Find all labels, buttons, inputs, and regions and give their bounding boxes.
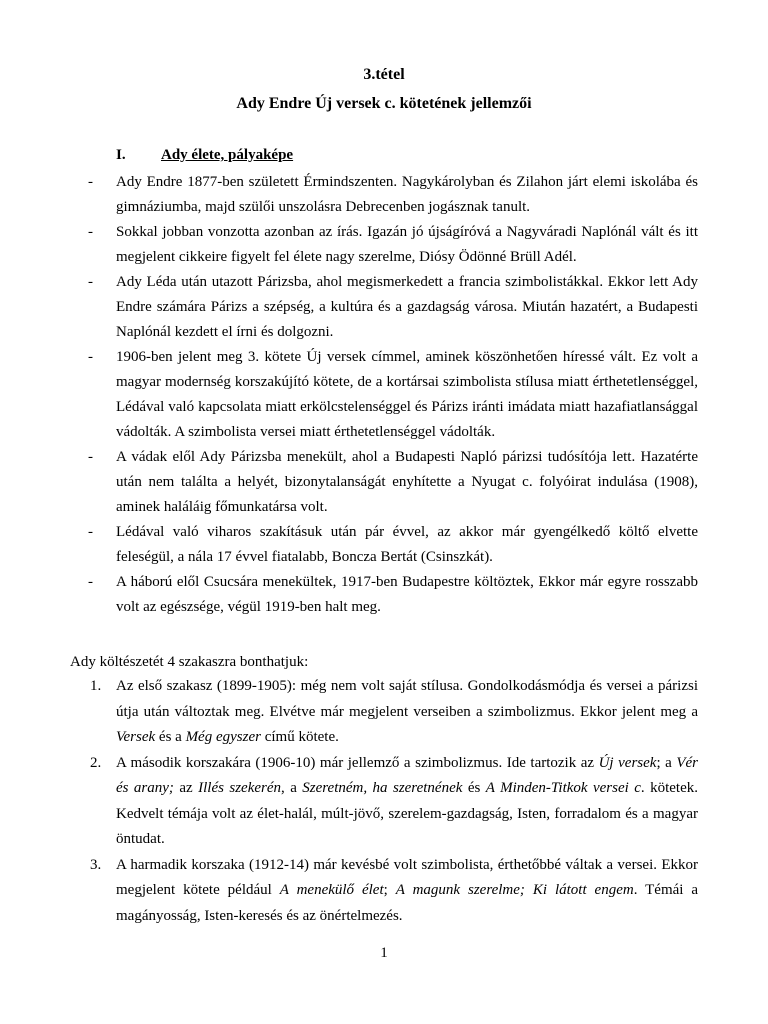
period-text: az: [173, 780, 199, 796]
list-item: [88, 220, 698, 270]
period-text: című kötete.: [260, 729, 339, 745]
title-line-2: Ady Endre Új versek c. kötetének jellemzői: [236, 95, 532, 112]
bullet-dash: -: [88, 574, 93, 590]
book-title: Új versek: [598, 754, 657, 771]
section-heading: [116, 147, 293, 164]
book-title: Szeretném, ha szeretnének: [302, 780, 463, 796]
period-text: ;: [383, 882, 396, 898]
title-block: [0, 60, 768, 118]
period-text: és a: [155, 729, 186, 745]
period-text: A második korszakára (1906-10) már jellemző a szimbolizmus. Ide tartozik az: [116, 754, 599, 771]
list-item: [88, 520, 698, 570]
list-item-text: 1906-ben jelent meg 3. kötete Új versek címmel, aminek köszönhetően híressé vált. Ez volt a magyar modernség korszakújító kötete, de a kortársai szimbolista stílusa miatt érthetetlenséggel, Lédával való kapcsolata miatt erkölcstelenséggel és Párizs iránti imádata miatt hazafiatlansággal vádolták. A szimbolista versei miatt érthetetlenséggel vádolták.: [116, 349, 698, 440]
period-item: [88, 853, 698, 930]
periods-list: [88, 674, 698, 929]
period-text: A harmadik korszaka (1912-14) már kevésbé volt szimbolista, érthetőbbé váltak a versei. Ekkor megjelent kötete például: [116, 856, 698, 898]
bullet-dash: -: [88, 449, 93, 465]
list-item-text: Lédával való viharos szakításuk után pár évvel, az akkor már gyengélkedő költő elvette feleségül, a nála 17 évvel fiatalabb, Boncza Bertát (Csinszkát).: [116, 524, 698, 565]
list-item-text: Ady Léda után utazott Párizsba, ahol megismerkedett a francia szimbolistákkal. Ekkor lett Ady Endre számára Párizs a szépség, a kultúra és a gazdagság városa. Miután hazatért, a Budapesti Naplónál kezdett el írni és dolgozni.: [116, 274, 698, 340]
book-title: Versek: [116, 729, 156, 745]
biography-list: [88, 170, 698, 620]
book-title: A menekülő élet: [279, 882, 384, 898]
period-number: 1.: [90, 678, 102, 694]
book-title: A Minden-Titkok versei c: [485, 780, 641, 796]
periods-intro: Ady költészetét 4 szakaszra bonthatjuk:: [70, 654, 309, 670]
period-text: . Témái a magányosság, Isten-keresés és az önértelmezés.: [116, 882, 699, 924]
book-title: A magunk szerelme; Ki látott engem: [395, 882, 634, 898]
bullet-dash: -: [88, 274, 93, 290]
list-item: [88, 345, 698, 445]
list-item-text: Ady Endre 1877-ben született Érmindszenten. Nagykárolyban és Zilahon járt elemi iskolába és gimnáziumba, majd szülői unszolásra Debrecenben jogásznak tanult.: [116, 174, 698, 215]
list-item: [88, 570, 698, 620]
page-number: 1: [380, 945, 388, 961]
period-item: [88, 674, 698, 751]
period-item: [88, 751, 698, 853]
period-text: , a: [281, 780, 303, 796]
bullet-dash: -: [88, 349, 93, 365]
list-item: [88, 445, 698, 520]
period-text: ; a: [656, 754, 677, 771]
bullet-dash: -: [88, 174, 93, 190]
list-item: [88, 170, 698, 220]
section-number: I.: [116, 147, 126, 163]
bullet-dash: -: [88, 224, 93, 240]
title-line-1: 3.tétel: [363, 66, 405, 83]
book-title: Vér és arany;: [116, 754, 698, 796]
period-number: 3.: [90, 856, 102, 873]
period-text: Az első szakasz (1899-1905): még nem volt saját stílusa. Gondolkodásmódja és versei a párizsi útja után változtak meg. Elvétve már megjelent verseiben a szimbolizmus. Ekkor jelent meg a: [116, 678, 698, 720]
bullet-dash: -: [88, 524, 93, 540]
period-number: 2.: [90, 754, 102, 771]
list-item-text: Sokkal jobban vonzotta azonban az írás. Igazán jó újságíróvá a Nagyváradi Naplónál vált és itt megjelent cikkeire figyelt fel élete nagy szerelme, Diósy Ödönné Brüll Adél.: [116, 224, 698, 265]
book-title: Illés szekerén: [198, 780, 282, 796]
list-item-text: A háború elől Csucsára menekültek, 1917-ben Budapestre költöztek, Ekkor már egyre rosszabb volt az egészsége, végül 1919-ben halt meg.: [116, 574, 698, 615]
book-title: Még egyszer: [185, 729, 261, 745]
period-text: . kötetek. Kedvelt témája volt az élet-halál, múlt-jövő, szerelem-gazdagság, Isten, forradalom és a magyar öntudat.: [116, 780, 698, 847]
list-item-text: A vádak elől Ady Párizsba menekült, ahol a Budapesti Napló párizsi tudósítója lett. Hazatérte után nem találta a helyét, bizonytalanságát enyhítette a Nyugat c. folyóirat indulása (1908), aminek haláláig főmunkatársa volt.: [116, 449, 698, 515]
list-item: [88, 270, 698, 345]
period-text: és: [462, 780, 486, 796]
section-title: Ady élete, pályaképe: [161, 147, 294, 163]
